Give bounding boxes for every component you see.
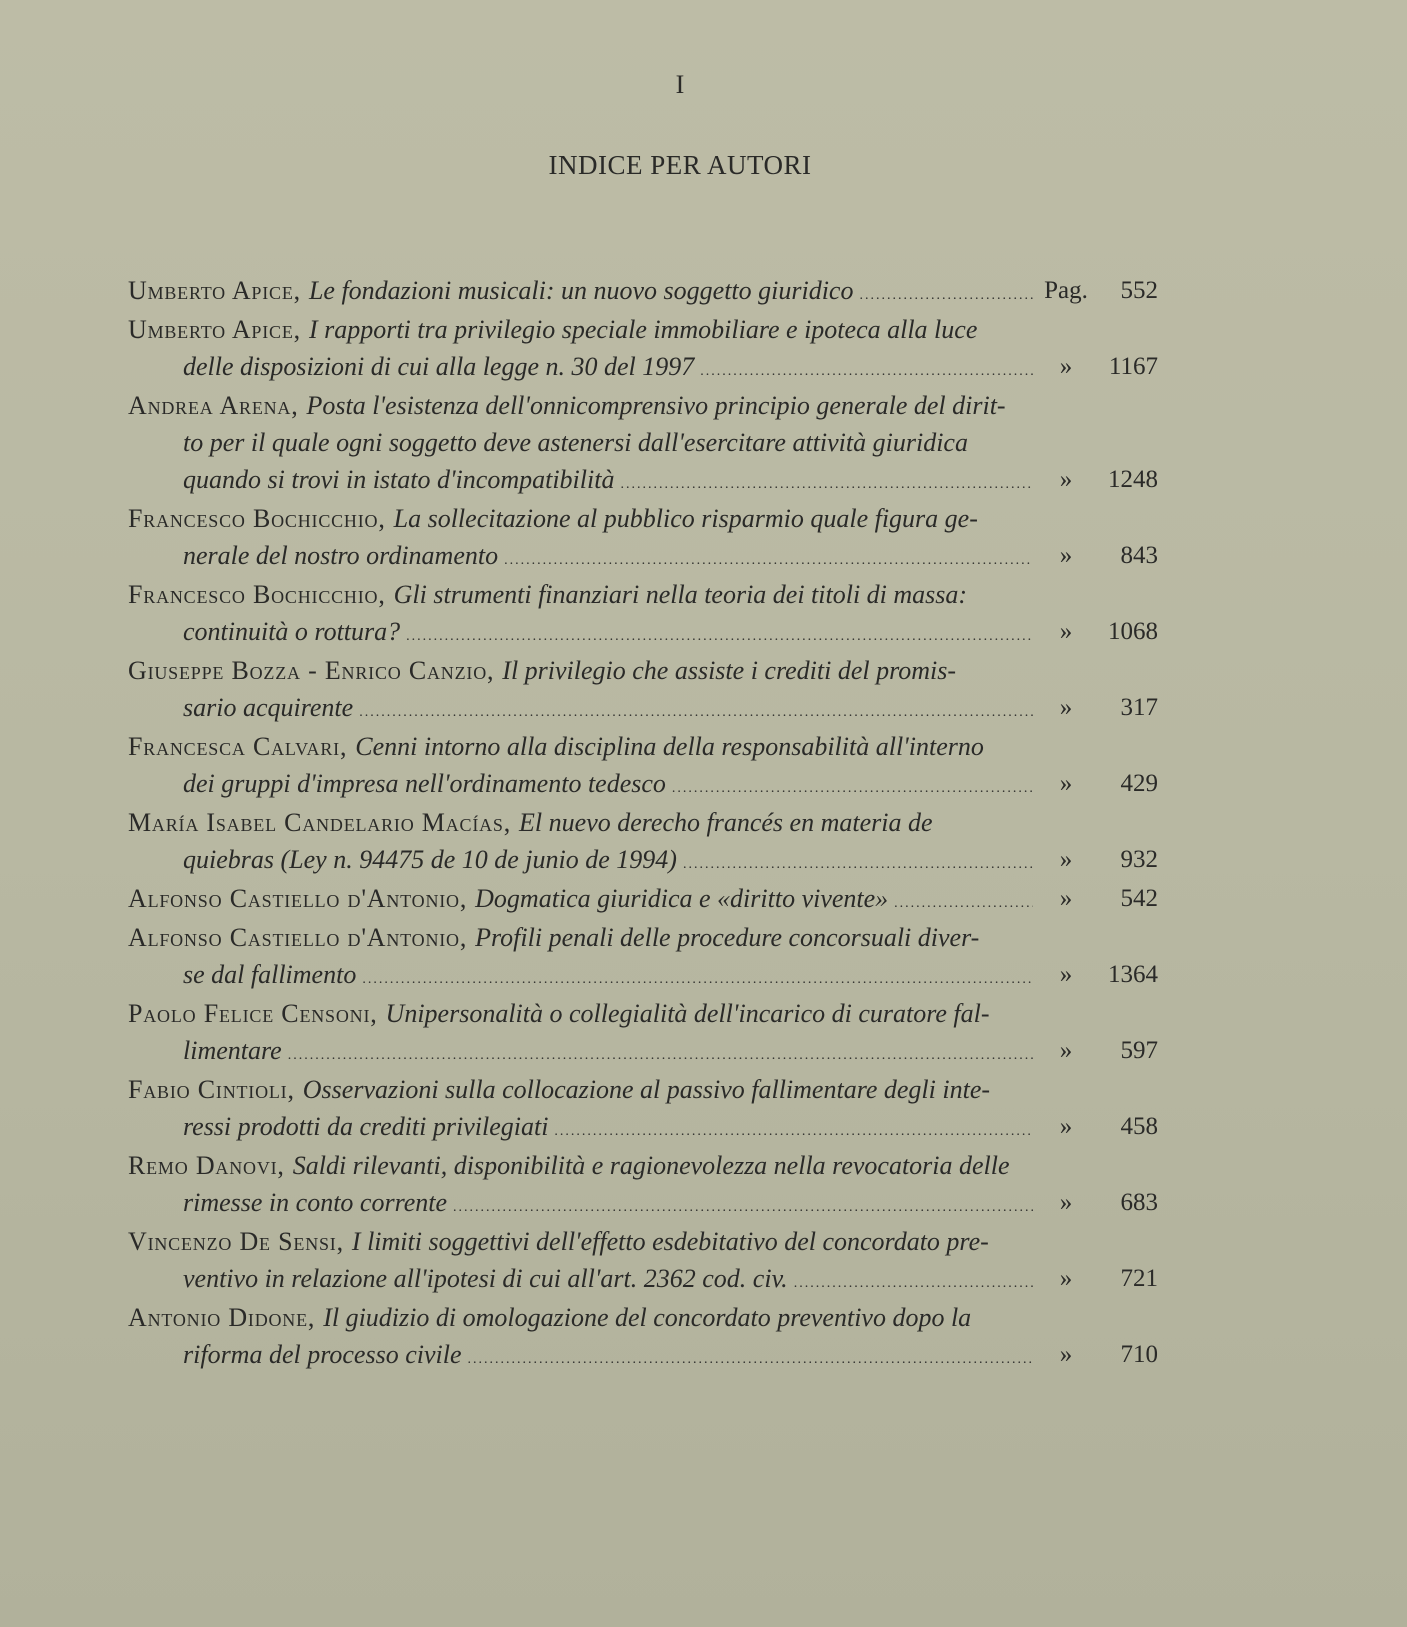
dot-leader (859, 272, 1033, 309)
entry-line (128, 461, 1033, 498)
page-marker: » (1059, 1341, 1073, 1368)
index-entry (128, 880, 1168, 917)
index-entry (128, 311, 1168, 385)
entry-author: Alfonso Castiello d'Antonio, (128, 884, 468, 913)
entry-title: se dal fallimento (183, 960, 357, 989)
entry-author: Fabio Cintioli, (128, 1075, 295, 1104)
entry-page-ref (1036, 1108, 1158, 1145)
entry-title: Le fondazioni musicali: un nuovo soggetto giuridico (308, 276, 854, 305)
entry-author: Francesco Bochicchio, (128, 580, 386, 609)
entry-author: Umberto Apice, (128, 276, 301, 305)
entry-title: ressi prodotti da crediti privilegiati (183, 1112, 549, 1141)
entry-title: I rapporti tra privilegio speciale immobiliare e ipoteca alla luce (308, 315, 978, 344)
index-entry (128, 728, 1168, 802)
index-entry (128, 804, 1168, 878)
entry-title: sario acquirente (183, 693, 354, 722)
page-marker: » (1059, 353, 1073, 380)
entry-line (128, 995, 1033, 1032)
dot-leader (362, 956, 1033, 993)
entry-page-ref (1036, 272, 1158, 309)
entry-line (128, 1071, 1033, 1108)
entry-author: Umberto Apice, (128, 315, 301, 344)
page-number: 458 (1120, 1113, 1158, 1140)
entry-page-ref (1036, 880, 1158, 917)
page-marker: » (1059, 1265, 1073, 1292)
dot-leader (700, 348, 1033, 385)
page-number: 542 (1120, 885, 1158, 912)
entry-title: quando si trovi in istato d'incompatibilità (183, 465, 615, 494)
index-entry (128, 652, 1168, 726)
entry-line (128, 500, 1033, 537)
entry-title: delle disposizioni di cui alla legge n. 30 del 1997 (183, 352, 695, 381)
author-index-list (128, 272, 1168, 1375)
entry-line (128, 424, 1033, 461)
page-number: 552 (1120, 277, 1158, 304)
dot-leader (620, 461, 1033, 498)
entry-author: Antonio Didone, (128, 1303, 316, 1332)
dot-leader (683, 841, 1033, 878)
entry-line (128, 1260, 1033, 1297)
page-number: 1364 (1108, 961, 1158, 988)
entry-page-ref (1036, 537, 1158, 574)
entry-line (128, 919, 1033, 956)
entry-author: Vincenzo De Sensi, (128, 1227, 344, 1256)
entry-title: Profili penali delle procedure concorsuali diver- (475, 923, 980, 952)
entry-line (128, 1223, 1033, 1260)
dot-leader (406, 613, 1033, 650)
index-entry (128, 1223, 1168, 1297)
entry-line (128, 689, 1033, 726)
entry-title: ventivo in relazione all'ipotesi di cui all'art. 2362 cod. civ. (183, 1264, 788, 1293)
entry-title: dei gruppi d'impresa nell'ordinamento tedesco (183, 769, 666, 798)
entry-title: rimesse in conto corrente (183, 1188, 448, 1217)
entry-line (128, 841, 1033, 878)
entry-title: Unipersonalità o collegialità dell'incarico di curatore fal- (385, 999, 990, 1028)
entry-line (128, 765, 1033, 802)
entry-page-ref (1036, 613, 1158, 650)
entry-author: Francesca Calvari, (128, 732, 348, 761)
entry-title: Dogmatica giuridica e «diritto vivente» (475, 884, 889, 913)
page-marker: » (1059, 542, 1073, 569)
entry-page-ref (1036, 1032, 1158, 1069)
index-entry (128, 1299, 1168, 1373)
page-number: 429 (1120, 770, 1158, 797)
entry-title: Osservazioni sulla collocazione al passivo fallimentare degli inte- (302, 1075, 991, 1104)
entry-title: Cenni intorno alla disciplina della responsabilità all'interno (355, 732, 984, 761)
entry-page-ref (1036, 689, 1158, 726)
page-marker: » (1059, 1037, 1073, 1064)
dot-leader (554, 1108, 1033, 1145)
dot-leader (453, 1184, 1033, 1221)
entry-line (128, 1147, 1033, 1184)
entry-title: riforma del processo civile (183, 1340, 462, 1369)
entry-author: Francesco Bochicchio, (128, 504, 386, 533)
page-number: 1167 (1108, 353, 1158, 380)
entry-line (128, 652, 1033, 689)
page-title: INDICE PER AUTORI (548, 150, 812, 180)
entry-title: La sollecitazione al pubblico risparmio quale figura ge- (393, 504, 978, 533)
page-marker: » (1059, 1189, 1073, 1216)
dot-leader (288, 1032, 1033, 1069)
entry-line (128, 880, 1033, 917)
dot-leader (359, 689, 1033, 726)
page-marker: » (1059, 846, 1073, 873)
entry-page-ref (1036, 765, 1158, 802)
entry-line (128, 576, 1033, 613)
entry-line (128, 387, 1033, 424)
dot-leader (467, 1336, 1033, 1373)
entry-page-ref (1036, 841, 1158, 878)
entry-page-ref (1036, 461, 1158, 498)
page-number: 317 (1120, 694, 1158, 721)
page-number: 843 (1120, 542, 1158, 569)
entry-line (128, 956, 1033, 993)
entry-title: El nuevo derecho francés en materia de (519, 808, 933, 837)
entry-line (128, 311, 1033, 348)
entry-title: continuità o rottura? (183, 617, 401, 646)
entry-author: Andrea Arena, (128, 391, 299, 420)
entry-title: I limiti soggettivi dell'effetto esdebitativo del concordato pre- (351, 1227, 989, 1256)
entry-author: Paolo Felice Censoni, (128, 999, 378, 1028)
entry-author: Giuseppe Bozza - Enrico Canzio, (128, 656, 495, 685)
dot-leader (672, 765, 1033, 802)
entry-line (128, 537, 1033, 574)
index-entry (128, 500, 1168, 574)
entry-title: Il giudizio di omologazione del concordato preventivo dopo la (323, 1303, 972, 1332)
entry-title: Posta l'esistenza dell'onnicomprensivo principio generale del dirit- (306, 391, 1006, 420)
dot-leader (894, 880, 1033, 917)
page-marker: Pag. (1044, 277, 1088, 304)
entry-title: limentare (183, 1036, 282, 1065)
entry-page-ref (1036, 1184, 1158, 1221)
dot-leader (504, 537, 1033, 574)
index-entry (128, 919, 1168, 993)
entry-author: Remo Danovi, (128, 1151, 285, 1180)
index-entry (128, 387, 1168, 498)
entry-line (128, 613, 1033, 650)
page-marker: » (1059, 618, 1073, 645)
entry-line (128, 1336, 1033, 1373)
entry-line (128, 1032, 1033, 1069)
index-entry (128, 1071, 1168, 1145)
page-marker: » (1059, 770, 1073, 797)
index-entry (128, 1147, 1168, 1221)
page-number: 932 (1120, 846, 1158, 873)
entry-author: María Isabel Candelario Macías, (128, 808, 512, 837)
entry-page-ref (1036, 348, 1158, 385)
page-number: 721 (1120, 1265, 1158, 1292)
index-entry (128, 272, 1168, 309)
page-marker: » (1059, 885, 1073, 912)
page-marker: » (1059, 466, 1073, 493)
entry-line (128, 1299, 1033, 1336)
page-marker: » (1059, 961, 1073, 988)
page-marker: » (1059, 694, 1073, 721)
entry-page-ref (1036, 1336, 1158, 1373)
section-number: I (675, 70, 685, 99)
page-number: 1068 (1108, 618, 1158, 645)
page-marker: » (1059, 1113, 1073, 1140)
page-number: 597 (1120, 1037, 1158, 1064)
page-number: 1248 (1108, 466, 1158, 493)
entry-page-ref (1036, 1260, 1158, 1297)
entry-page-ref (1036, 956, 1158, 993)
entry-author: Alfonso Castiello d'Antonio, (128, 923, 468, 952)
dot-leader (794, 1260, 1033, 1297)
page-number: 683 (1120, 1189, 1158, 1216)
page-number: 710 (1120, 1341, 1158, 1368)
entry-title: to per il quale ogni soggetto deve astenersi dall'esercitare attività giuridica (183, 428, 968, 457)
entry-title: Saldi rilevanti, disponibilità e ragionevolezza nella revocatoria delle (292, 1151, 1010, 1180)
entry-line (128, 1108, 1033, 1145)
entry-line (128, 728, 1033, 765)
entry-title: quiebras (Ley n. 94475 de 10 de junio de 1994) (183, 845, 677, 874)
entry-line (128, 348, 1033, 385)
entry-line (128, 804, 1033, 841)
entry-title: Gli strumenti finanziari nella teoria dei titoli di massa: (393, 580, 968, 609)
index-entry (128, 995, 1168, 1069)
index-entry (128, 576, 1168, 650)
entry-title: nerale del nostro ordinamento (183, 541, 499, 570)
entry-title: Il privilegio che assiste i crediti del promis- (502, 656, 957, 685)
entry-line (128, 272, 1033, 309)
entry-line (128, 1184, 1033, 1221)
